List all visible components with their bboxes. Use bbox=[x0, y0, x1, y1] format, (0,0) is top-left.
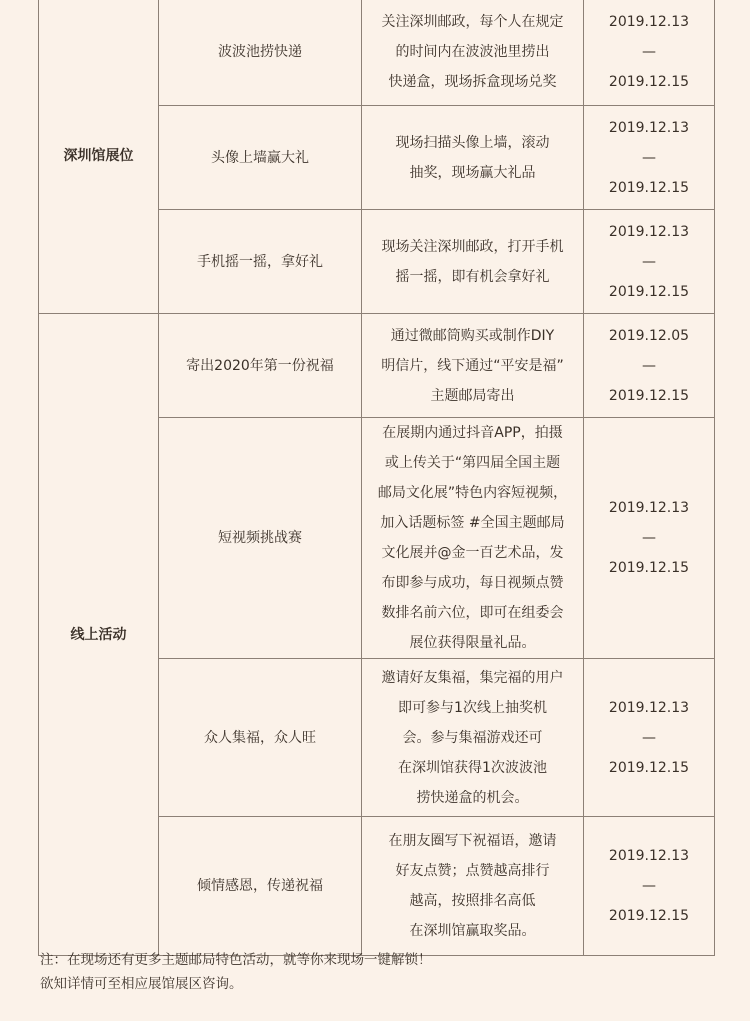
description-line: 的时间内在波波池里捞出 bbox=[395, 44, 550, 60]
description-line: 会。参与集福游戏还可 bbox=[402, 729, 543, 746]
activity-name-cell: 倾情感恩，传递祝福 bbox=[159, 817, 362, 956]
date-end: 2019.12.15 bbox=[608, 387, 690, 404]
description-line: 或上传关于“第四届全国主题 bbox=[384, 455, 561, 471]
category-cell: 深圳馆展位 bbox=[39, 0, 159, 314]
description-line: 数排名前六位，即可在组委会 bbox=[381, 605, 564, 621]
activity-description-cell bbox=[362, 817, 584, 956]
date-separator: — bbox=[642, 729, 656, 746]
description-line: 加入话题标签 #全国主题邮局 bbox=[380, 515, 565, 531]
date-end: 2019.12.15 bbox=[608, 560, 690, 576]
date-end: 2019.12.15 bbox=[608, 759, 690, 776]
description-line: 布即参与成功，每日视频点赞 bbox=[381, 575, 564, 591]
activity-description-cell bbox=[362, 0, 584, 106]
description-line: 关注深圳邮政，每个人在规定 bbox=[381, 14, 564, 30]
description-line: 展位获得限量礼品。 bbox=[409, 635, 536, 651]
date-end: 2019.12.15 bbox=[608, 179, 690, 196]
description-line: 现场扫描头像上墙，滚动 bbox=[395, 134, 550, 151]
table-row bbox=[39, 0, 715, 106]
date-start: 2019.12.13 bbox=[608, 14, 690, 30]
date-separator: — bbox=[642, 357, 656, 374]
date-start: 2019.12.05 bbox=[608, 327, 690, 344]
date-range-cell bbox=[584, 210, 715, 314]
activity-name-cell: 波波池捞快递 bbox=[159, 0, 362, 106]
footnote-line-1: 注：在现场还有更多主题邮局特色活动，就等你来现场一键解锁！ bbox=[40, 952, 432, 968]
date-end: 2019.12.15 bbox=[608, 908, 690, 924]
description-line: 越高，按照排名高低 bbox=[409, 893, 536, 909]
date-start: 2019.12.13 bbox=[608, 500, 690, 516]
description-line: 文化展并@金一百艺术品，发 bbox=[381, 545, 564, 561]
date-range-cell bbox=[584, 106, 715, 210]
activity-name-cell: 众人集福，众人旺 bbox=[159, 659, 362, 817]
activity-description-cell bbox=[362, 659, 584, 817]
description-line: 即可参与1次线上抽奖机 bbox=[398, 699, 547, 716]
date-range-cell bbox=[584, 418, 715, 659]
description-line: 捞快递盒的机会。 bbox=[416, 789, 529, 806]
date-separator: — bbox=[642, 530, 656, 546]
activity-name-cell: 头像上墙赢大礼 bbox=[159, 106, 362, 210]
date-end: 2019.12.15 bbox=[608, 283, 690, 300]
footnote bbox=[40, 948, 432, 996]
description-line: 摇一摇，即有机会拿好礼 bbox=[395, 268, 550, 285]
activity-description-cell bbox=[362, 210, 584, 314]
description-line: 快递盒，现场拆盒现场兑奖 bbox=[388, 74, 557, 90]
activity-name-cell: 寄出2020年第一份祝福 bbox=[159, 314, 362, 418]
description-line: 现场关注深圳邮政，打开手机 bbox=[381, 238, 564, 255]
activity-name-cell: 短视频挑战赛 bbox=[159, 418, 362, 659]
date-end: 2019.12.15 bbox=[608, 74, 690, 90]
activity-description-cell bbox=[362, 314, 584, 418]
description-line: 主题邮局寄出 bbox=[430, 387, 515, 404]
events-table bbox=[38, 0, 715, 956]
date-separator: — bbox=[642, 253, 656, 270]
activity-description-cell bbox=[362, 106, 584, 210]
description-line: 在朋友圈写下祝福语，邀请 bbox=[388, 833, 557, 849]
activity-description-cell bbox=[362, 418, 584, 659]
footnote-line-2: 欲知详情可至相应展馆展区咨询。 bbox=[40, 976, 243, 992]
category-cell: 线上活动 bbox=[39, 314, 159, 956]
description-line: 明信片，线下通过“平安是福” bbox=[381, 357, 564, 374]
events-table-body bbox=[39, 0, 715, 956]
description-line: 抽奖，现场赢大礼品 bbox=[409, 164, 536, 181]
date-separator: — bbox=[642, 878, 656, 894]
date-range-cell bbox=[584, 314, 715, 418]
date-separator: — bbox=[642, 149, 656, 166]
date-separator: — bbox=[642, 44, 656, 60]
description-line: 通过微邮筒购买或制作DIY bbox=[390, 327, 555, 344]
table-row bbox=[39, 314, 715, 418]
date-start: 2019.12.13 bbox=[608, 223, 690, 240]
date-range-cell bbox=[584, 659, 715, 817]
description-line: 在深圳馆赢取奖品。 bbox=[409, 923, 536, 939]
date-range-cell bbox=[584, 0, 715, 106]
date-start: 2019.12.13 bbox=[608, 119, 690, 136]
date-range-cell bbox=[584, 817, 715, 956]
activity-name-cell: 手机摇一摇，拿好礼 bbox=[159, 210, 362, 314]
description-line: 在展期内通过抖音APP，拍摄 bbox=[382, 425, 563, 441]
description-line: 好友点赞；点赞越高排行 bbox=[395, 863, 550, 879]
description-line: 邮局文化展”特色内容短视频， bbox=[377, 485, 568, 501]
description-line: 在深圳馆获得1次波波池 bbox=[398, 759, 547, 776]
date-start: 2019.12.13 bbox=[608, 848, 690, 864]
date-start: 2019.12.13 bbox=[608, 699, 690, 716]
description-line: 邀请好友集福，集完福的用户 bbox=[381, 669, 564, 686]
